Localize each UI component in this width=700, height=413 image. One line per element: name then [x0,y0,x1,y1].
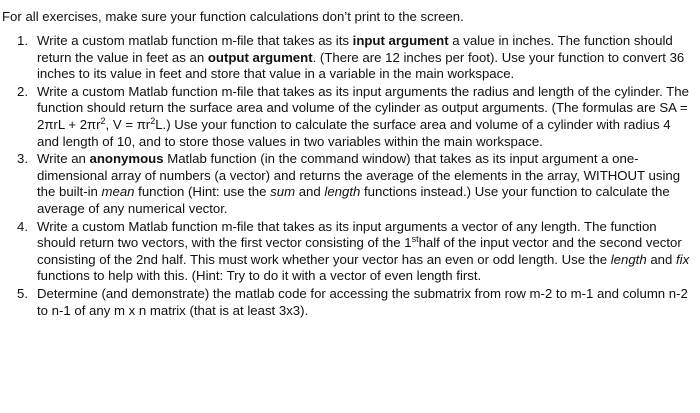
text-run: Write a custom matlab function m-file that takes as its [37,33,353,48]
text-run: Write a custom Matlab function m-file that takes as its input arguments the radius and length of the cylinder. The function should return the surface area and volume of the cylinder as output arguments. (The formulas are SA = 2πrL + 2πr [37,83,689,132]
exercise-item [2,84,696,150]
text-run: Write an [37,151,90,167]
text-run: and [646,251,677,267]
exercise-text [37,33,684,81]
superscript-text: 2 [100,115,106,126]
text-run: Determine (and demonstrate) the matlab code for accessing the submatrix from row m-2 to m-1 and column n-2 to n-1 of any m x n matrix (that is at least 3x3). [37,285,688,318]
italic-text: mean [101,184,135,200]
text-run: , V = πr [105,116,151,132]
exercise-item [2,33,696,83]
text-run: half of the input vector and the second vector consisting of the 2nd half. This must work whether your vector has an even or odd length. Use the [37,235,682,267]
text-run: . (There are 12 inches per foot). Use your function to convert 36 inches to its value in feet and store that value in a variable in the main workspace. [37,49,685,82]
italic-text: fix [676,251,690,267]
intro-text: For all exercises, make sure your function calculations don’t print to the screen. [2,9,464,24]
text-run: L.) Use your function to calculate the surface area and volume of a cylinder with radius 4 and length of 10, and to store those values in two variables within the main workspace. [37,116,671,149]
exercise-item [2,219,696,285]
exercise-text [37,151,680,216]
italic-text: sum [270,184,296,200]
text-run: function (Hint: use the [134,184,271,200]
text-run: functions instead.) Use your function to calculate the average of any numerical vector. [37,184,670,216]
exercise-number: 2. [17,83,28,99]
bold-text: output argument [207,49,313,65]
bold-text: anonymous [89,151,164,167]
exercise-number: 4. [17,218,28,234]
exercise-text [37,219,689,284]
exercise-item [2,286,696,319]
bold-text: input argument [352,33,449,48]
exercise-item [2,151,696,217]
exercise-number: 5. [17,285,28,301]
italic-text: length [324,184,361,200]
superscript-text: 2 [150,115,156,126]
text-run: Matlab function (in the command window) that takes as its input argument a one-dimensional array of numbers (a vector) and returns the average of the elements in the array, WITHOUT using the built-in [37,151,681,200]
text-run: and [295,184,325,200]
exercise-text [37,84,689,149]
exercise-number: 1. [17,33,28,48]
exercise-number: 3. [17,151,28,167]
exercise-text [37,286,688,318]
superscript-text: st [411,234,419,245]
text-run: Write a custom Matlab function m-file that takes as its input arguments a vector of any length. The function should return two vectors, with the first vector consisting of the 1 [37,218,657,251]
exercise-list [2,33,696,319]
text-run: functions to help with this. (Hint: Try to do it with a vector of even length first. [37,268,482,284]
italic-text: length [610,251,647,267]
text-run: a value in inches. The function should return the value in feet as an [37,33,673,65]
